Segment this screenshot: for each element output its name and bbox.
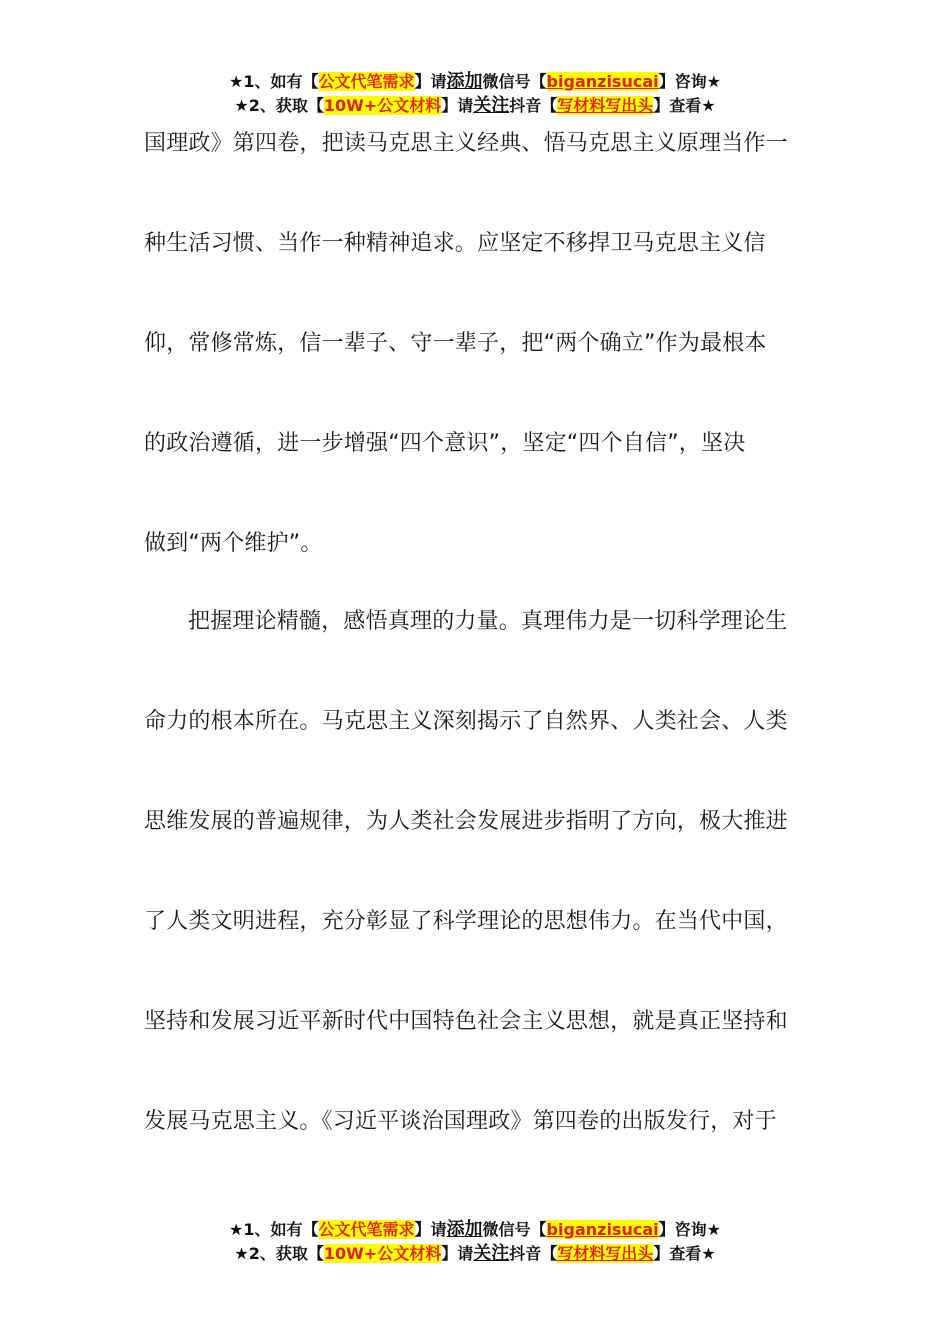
document-body: [144, 118, 794, 1196]
promo-text: 抖音【: [509, 96, 558, 115]
promo-text: 微信号【: [482, 72, 547, 91]
promo-emphasis: 关注: [473, 1243, 510, 1264]
promo-text: ★2、获取【: [234, 1244, 324, 1263]
promo-emphasis: 添加: [446, 71, 483, 92]
paragraph-start-line: 把握理论精髓，感悟真理的力量。真理伟力是一切科学理论生: [188, 609, 788, 634]
promo-emphasis: 关注: [473, 95, 510, 116]
promo-text: 】请: [441, 96, 474, 115]
wechat-id-highlight: biganzisucai: [546, 1220, 659, 1239]
body-line: 国理政》第四卷，把读马克思主义经典、悟马克思主义原理当作一: [144, 131, 788, 156]
promo-text: ★1、如有【: [229, 1220, 319, 1239]
header-banner: [0, 70, 950, 118]
promo-text: 】请: [414, 72, 447, 91]
promo-text: 抖音【: [509, 1244, 558, 1263]
promo-text: 】咨询★: [658, 1220, 721, 1239]
body-line: 命力的根本所在。马克思主义深刻揭示了自然界、人类社会、人类: [144, 709, 788, 734]
body-line: 仰，常修常炼，信一辈子、守一辈子，把“两个确立”作为最根本: [144, 331, 767, 356]
header-promo-line-1: [0, 70, 950, 94]
douyin-account-highlight: 写材料写出头: [557, 1244, 654, 1263]
promo-text: 】查看★: [653, 96, 716, 115]
wechat-id-highlight: biganzisucai: [546, 72, 659, 91]
body-line: 种生活习惯、当作一种精神追求。应坚定不移捍卫马克思主义信: [144, 231, 766, 256]
promo-text: 】请: [414, 1220, 447, 1239]
body-line: 思维发展的普遍规律，为人类社会发展进步指明了方向，极大推进: [144, 809, 788, 834]
promo-text: 】咨询★: [658, 72, 721, 91]
footer-banner: [0, 1218, 950, 1266]
body-line: 发展马克思主义。《习近平谈治国理政》第四卷的出版发行，对于: [144, 1109, 777, 1134]
footer-promo-line-1: [0, 1218, 950, 1242]
promo-text: 】请: [441, 1244, 474, 1263]
promo-text: ★1、如有【: [229, 72, 319, 91]
promo-highlight: 公文代笔需求: [318, 72, 415, 91]
promo-text: ★2、获取【: [234, 96, 324, 115]
body-line: 了人类文明进程，充分彰显了科学理论的思想伟力。在当代中国，: [144, 909, 788, 934]
promo-text: 微信号【: [482, 1220, 547, 1239]
body-line: 的政治遵循，进一步增强“四个意识”，坚定“四个自信”，坚决: [144, 431, 746, 456]
promo-emphasis: 添加: [446, 1219, 483, 1240]
footer-promo-line-2: [0, 1242, 950, 1266]
header-promo-line-2: [0, 94, 950, 118]
promo-highlight: 10W+公文材料: [323, 1244, 442, 1263]
body-line: 坚持和发展习近平新时代中国特色社会主义思想，就是真正坚持和: [144, 1009, 788, 1034]
promo-highlight: 公文代笔需求: [318, 1220, 415, 1239]
body-line: 做到“两个维护”。: [144, 531, 323, 556]
douyin-account-highlight: 写材料写出头: [557, 96, 654, 115]
promo-text: 】查看★: [653, 1244, 716, 1263]
promo-highlight: 10W+公文材料: [323, 96, 442, 115]
